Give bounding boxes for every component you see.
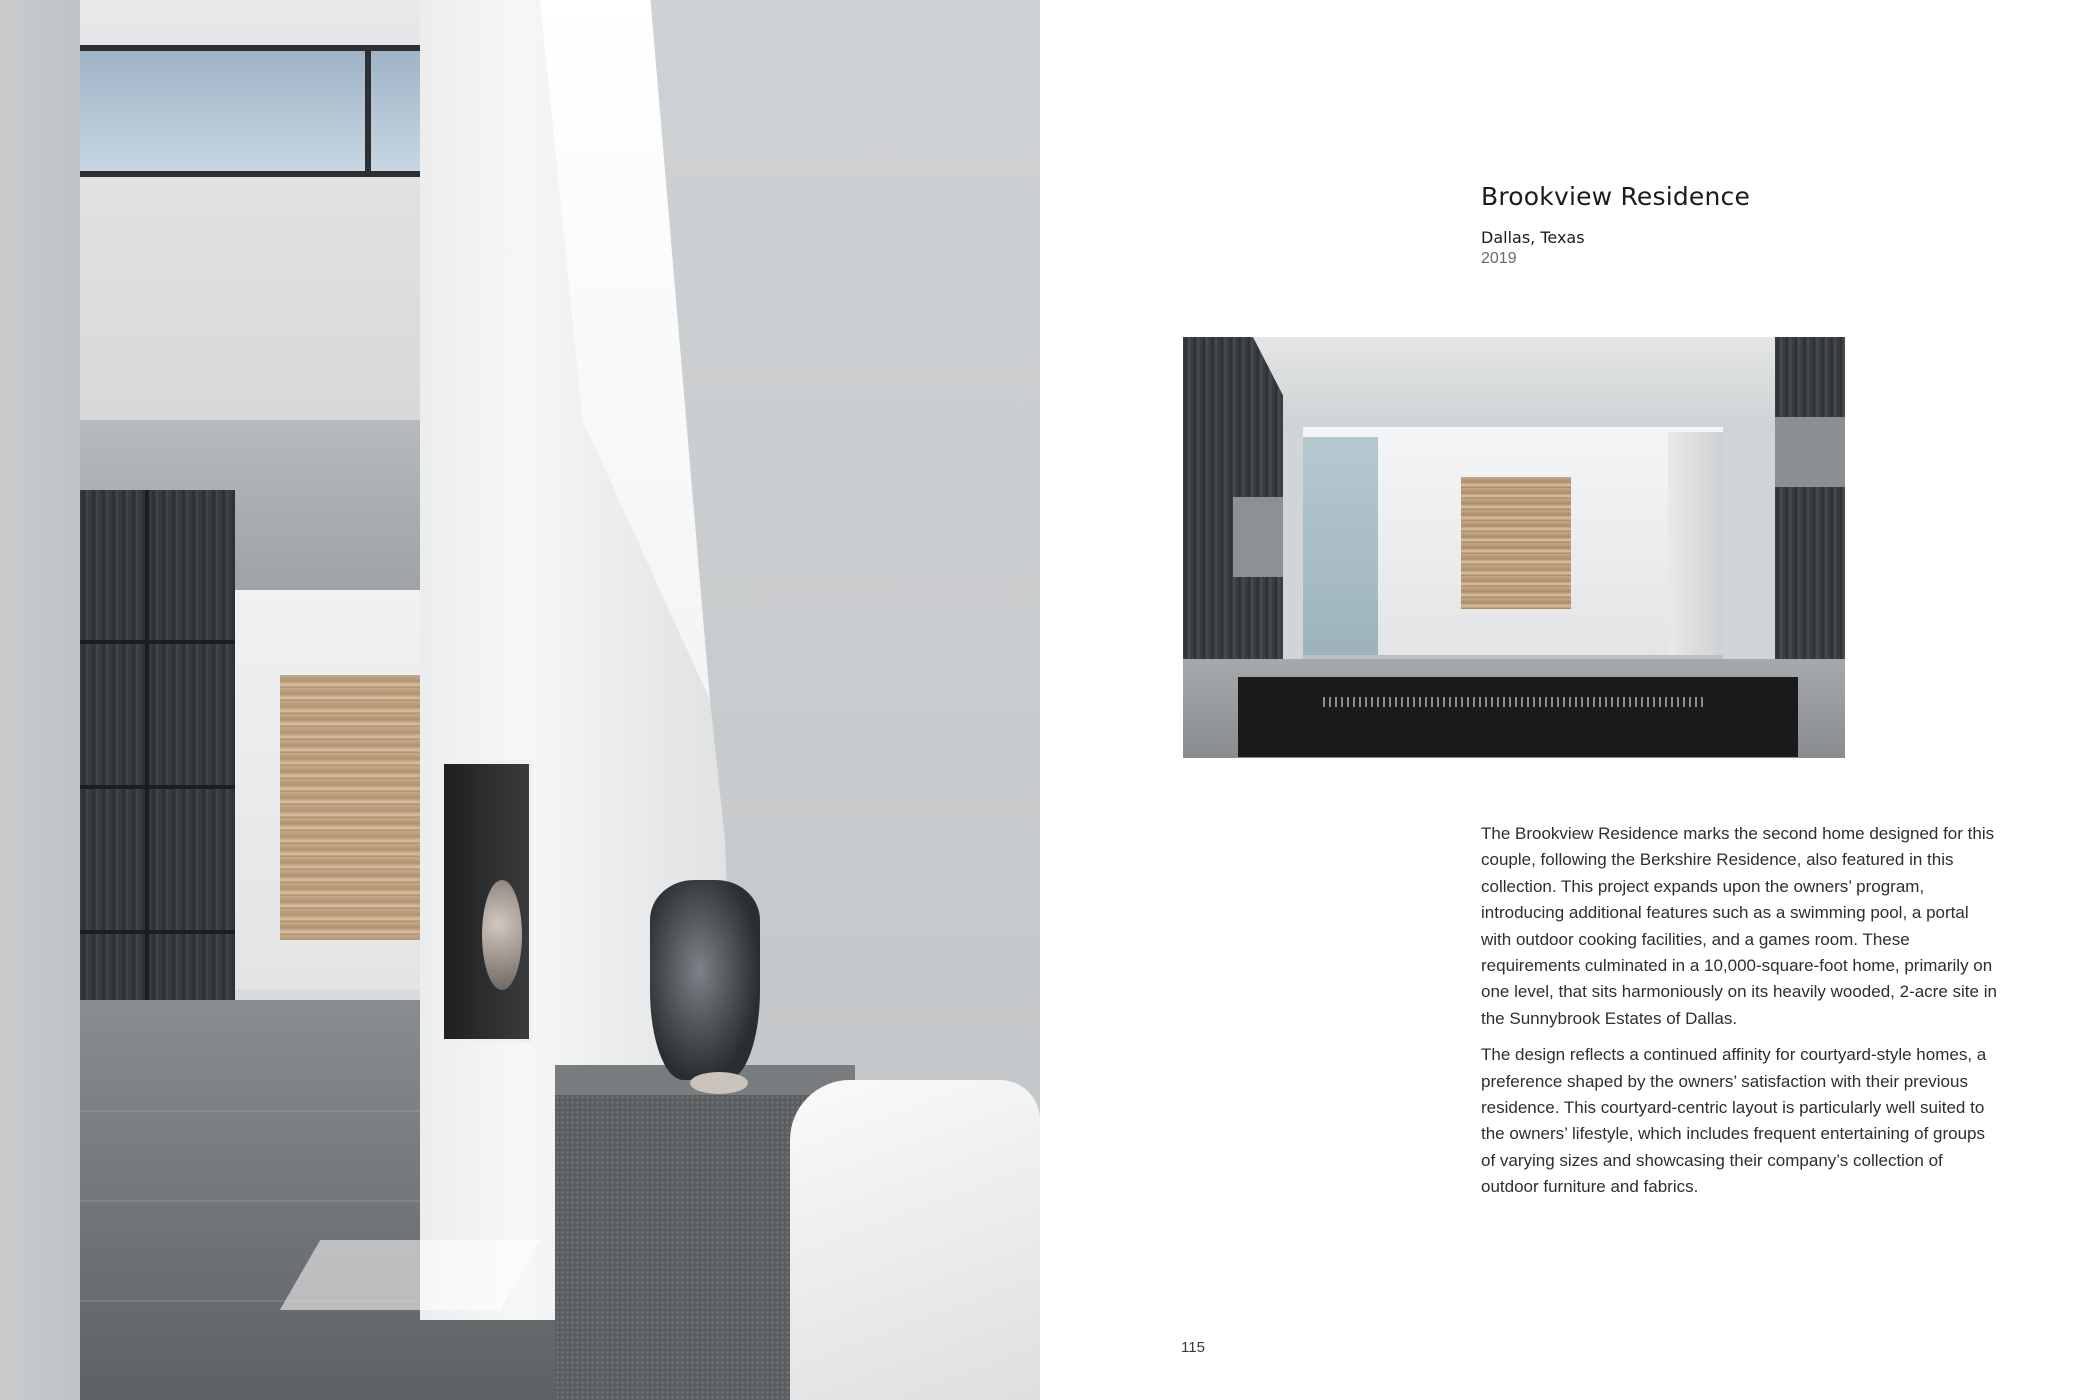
left-wall [0,0,80,1400]
inset-corridor [1668,432,1723,657]
project-location: Dallas, Texas [1481,228,1585,247]
interior-photograph-left [0,0,1040,1400]
floor-light-patch [280,1240,540,1310]
text-page [1040,0,2081,1400]
body-text [1481,821,2001,1211]
inset-left-panel-light [1233,497,1283,577]
inset-artwork [1461,477,1571,609]
window-mullion [365,45,371,177]
project-year: 2019 [1481,250,1517,267]
vase-base [690,1072,748,1094]
inset-right-panel-light [1775,417,1845,487]
paragraph: The design reflects a continued affinity for courtyard-style homes, a preference shaped by the owners’ satisfaction with their previous residence. This courtyard-centric layout is particularly well suited to the owners’ lifestyle, which includes frequent entertaining of groups of varying sizes and showcasing their company’s collection of outdoor furniture and fabrics. [1481,1045,1987,1197]
white-armchair [790,1080,1040,1400]
inset-glass-panel [1303,437,1378,657]
paragraph: The Brookview Residence marks the second home designed for this couple, following the Berkshire Residence, also featured in this collection. This project expands upon the owners’ program, introducing additional features such as a swimming pool, a portal with outdoor cooking facilities, and a games room. These requirements culminated in a 10,000-square-foot home, primarily on one level, that sits harmoniously on its heavily wooded, 2-acre site in the Sunnybrook Estates of Dallas. [1481,824,1997,1028]
panel-seam [145,490,149,1080]
panel-seam [80,785,235,789]
panel-seam [80,930,235,934]
project-title: Brookview Residence [1481,182,1751,211]
wall-artwork [280,675,420,940]
inset-right-panel [1775,337,1845,662]
inset-rug-pattern [1323,697,1703,707]
inset-rug [1238,677,1798,757]
panel-seam [80,640,235,644]
interior-photograph-inset [1183,337,1845,758]
page-number: 115 [1181,1339,1205,1356]
niche-sculpture [482,880,522,990]
ceramic-vase [650,880,760,1080]
